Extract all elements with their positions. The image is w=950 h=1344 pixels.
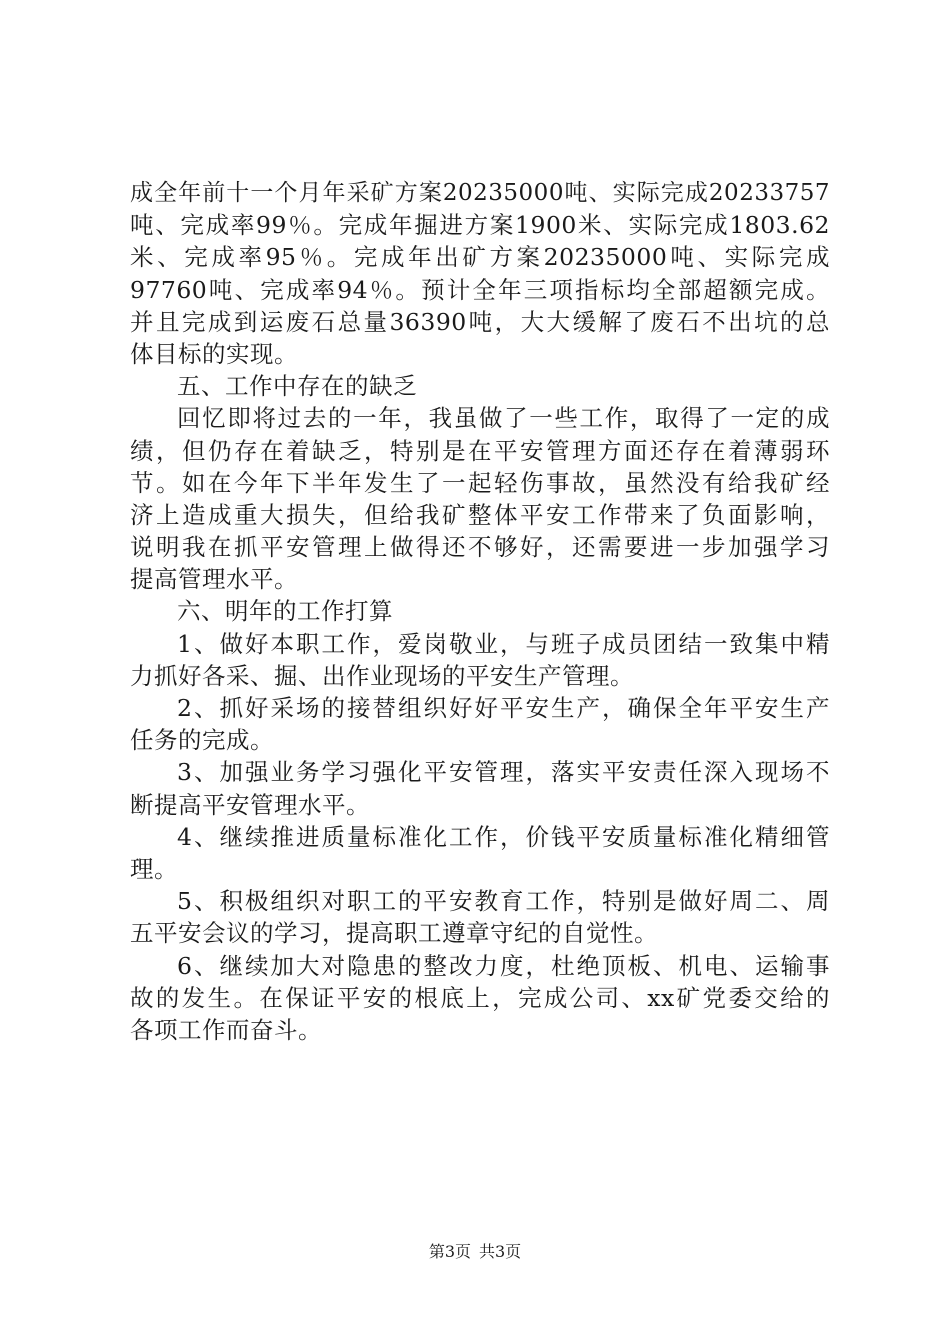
- text-line: 1、做好本职工作，爱岗敬业，与班子成员团结一致集中精: [177, 629, 830, 658]
- page-total: 共3页: [479, 1242, 522, 1261]
- page-number: 第3页: [428, 1242, 471, 1261]
- text-line: 提高管理水平。: [130, 565, 298, 594]
- text-line: 97760吨、完成率94％。预计全年三项指标均全部超额完成。: [130, 275, 830, 304]
- text-line: 五、工作中存在的缺乏: [177, 372, 417, 401]
- text-line: 力抓好各采、掘、出作业现场的平安生产管理。: [130, 661, 634, 690]
- text-line: 吨、完成率99％。完成年掘进方案1900米、实际完成1803.62: [130, 211, 830, 240]
- text-line: 体目标的实现。: [130, 339, 298, 368]
- text-line: 各项工作而奋斗。: [130, 1015, 322, 1044]
- page-footer: [0, 1242, 950, 1262]
- text-line: 任务的完成。: [130, 726, 274, 755]
- text-line: 断提高平安管理水平。: [130, 790, 370, 819]
- text-line: 6、继续加大对隐患的整改力度，杜绝顶板、机电、运输事: [177, 951, 830, 980]
- text-line: 说明我在抓平安管理上做得还不够好，还需要进一步加强学习: [130, 533, 830, 562]
- text-line: 节。如在今年下半年发生了一起轻伤事故，虽然没有给我矿经: [130, 468, 830, 497]
- text-line: 3、加强业务学习强化平安管理，落实平安责任深入现场不: [177, 758, 830, 787]
- text-line: 2、抓好采场的接替组织好好平安生产，确保全年平安生产: [177, 694, 830, 722]
- text-line: 5、积极组织对职工的平安教育工作，特别是做好周二、周: [177, 887, 830, 916]
- text-line: 绩，但仍存在着缺乏，特别是在平安管理方面还存在着薄弱环: [130, 436, 830, 465]
- text-line: 五平安会议的学习，提高职工遵章守纪的自觉性。: [130, 919, 658, 948]
- text-line: 故的发生。在保证平安的根底上，完成公司、xx矿党委交给的: [130, 983, 830, 1012]
- text-line: 六、明年的工作打算: [177, 597, 393, 626]
- text-line: 4、继续推进质量标准化工作，价钱平安质量标准化精细管: [177, 822, 830, 851]
- text-line: 理。: [130, 854, 178, 883]
- document-body: [130, 177, 830, 1046]
- text-line: 米、完成率95％。完成年出矿方案20235000吨、实际完成: [130, 243, 830, 272]
- text-line: 并且完成到运废石总量36390吨，大大缓解了废石不出坑的总: [130, 307, 830, 336]
- text-line: 济上造成重大损失，但给我矿整体平安工作带来了负面影响，: [130, 500, 830, 529]
- text-line: 成全年前十一个月年采矿方案20235000吨、实际完成20233757: [130, 180, 830, 206]
- text-line: 回忆即将过去的一年，我虽做了一些工作，取得了一定的成: [177, 404, 830, 433]
